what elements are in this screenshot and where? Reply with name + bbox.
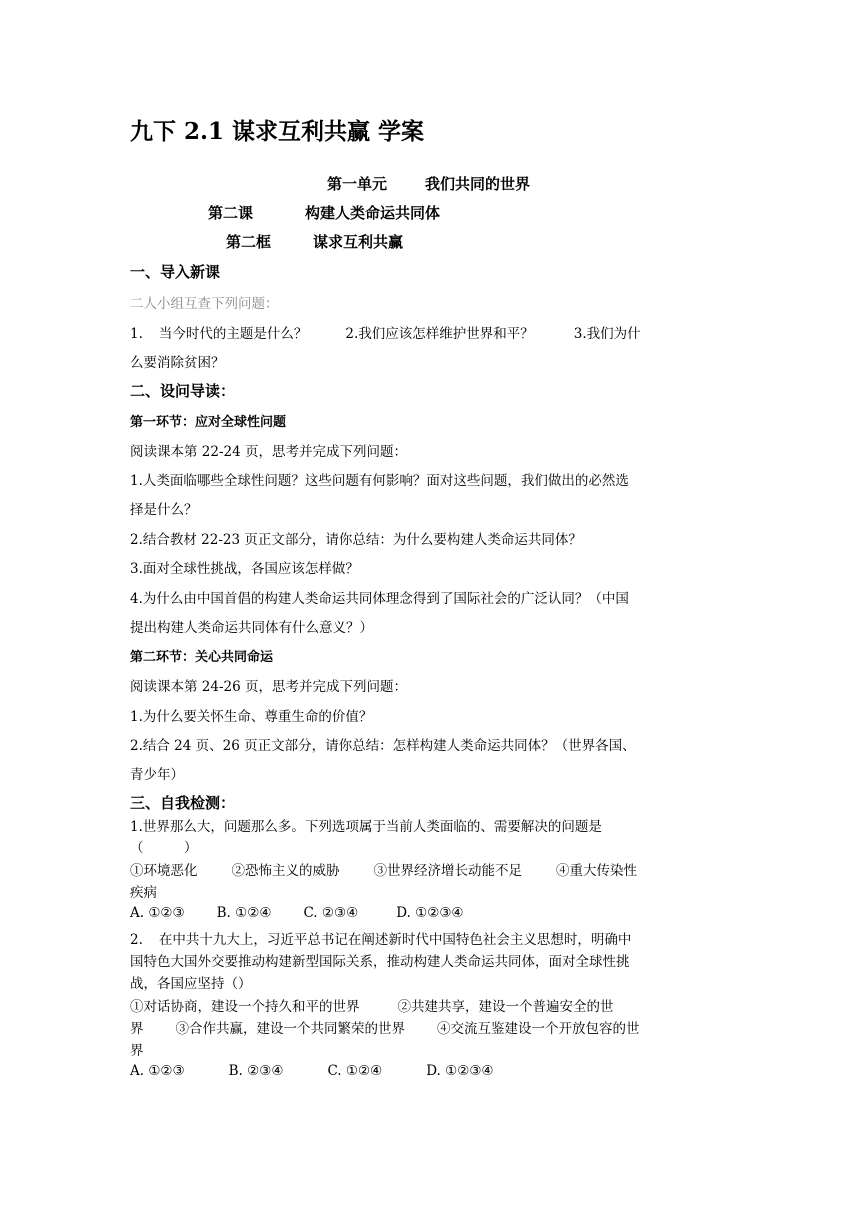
section1-q3: 3.我们为什 bbox=[573, 326, 641, 342]
test-q2-choices bbox=[130, 1063, 494, 1079]
section2-heading: 二、设问导读： bbox=[130, 382, 236, 400]
part1-q4-cont: 提出构建人类命运共同体有什么意义？） bbox=[130, 620, 373, 636]
test-q2-choice-d: D. ①②③④ bbox=[426, 1063, 494, 1079]
test-q2-stem bbox=[130, 928, 631, 948]
unit-name: 我们共同的世界 bbox=[425, 175, 531, 193]
test-q2-option-2: ②共建共享，建设一个普遍安全的世 bbox=[397, 999, 614, 1015]
test-q1-option-4: ④重大传染性 bbox=[556, 863, 637, 879]
test-q1-option-3: ③世界经济增长动能不足 bbox=[373, 863, 522, 879]
test-q2-options-line2 bbox=[130, 1017, 640, 1037]
part1-q3: 3.面对全球性挑战，各国应该怎样做？ bbox=[130, 561, 359, 577]
test-q1-option-2: ②恐怖主义的威胁 bbox=[231, 863, 340, 879]
test-q2-number: 2. bbox=[130, 932, 143, 948]
frame-label: 第二框 bbox=[226, 233, 272, 251]
part1-q2: 2.结合教材 22-23 页正文部分，请你总结：为什么要构建人类命运共同体？ bbox=[130, 532, 582, 548]
unit-heading bbox=[327, 173, 530, 194]
section1-q2: 2.我们应该怎样维护世界和平？ bbox=[345, 326, 534, 342]
test-q1-choice-c: C. ②③④ bbox=[303, 905, 359, 921]
lesson-heading bbox=[208, 202, 440, 223]
part2-intro: 阅读课本第 24-26 页，思考并完成下列问题： bbox=[130, 679, 407, 695]
frame-heading bbox=[226, 231, 403, 252]
section1-instruction: 二人小组互查下列问题： bbox=[130, 296, 279, 312]
test-q1-stem: 1.世界那么大，问题那么多。下列选项属于当前人类面临的、需要解决的问题是 bbox=[130, 819, 602, 835]
test-q1-blank: （ ） bbox=[130, 840, 198, 856]
test-q1-choices bbox=[130, 905, 464, 921]
section1-heading: 一、导入新课 bbox=[130, 263, 221, 281]
part2-q1: 1.为什么要关怀生命、尊重生命的价值？ bbox=[130, 709, 373, 725]
test-q1-options bbox=[130, 859, 637, 879]
lesson-label: 第二课 bbox=[208, 204, 254, 222]
unit-label: 第一单元 bbox=[327, 175, 388, 193]
test-q2-stem-line2: 国特色大国外交要推动构建新型国际关系，推动构建人类命运共同体，面对全球性挑 bbox=[130, 954, 630, 970]
part1-heading: 第一环节：应对全球性问题 bbox=[130, 415, 287, 430]
test-q1-option-1: ①环境恶化 bbox=[130, 863, 198, 879]
test-q2-option-1: ①对话协商，建设一个持久和平的世界 bbox=[130, 999, 360, 1015]
test-q2-option-3: ③合作共赢，建设一个共同繁荣的世界 bbox=[175, 1021, 405, 1037]
part2-q2-cont: 青少年） bbox=[130, 767, 184, 783]
test-q2-option-2-cont: 界 bbox=[130, 1021, 144, 1037]
document-title: 九下 2.1 谋求互利共赢 学案 bbox=[130, 118, 425, 145]
test-q2-choice-c: C. ①②④ bbox=[327, 1063, 383, 1079]
part2-q2: 2.结合 24 页、26 页正文部分，请你总结：怎样构建人类命运共同体？（世界各国、 bbox=[130, 738, 636, 754]
part1-q1-cont: 择是什么？ bbox=[130, 502, 198, 518]
part2-heading: 第二环节：关心共同命运 bbox=[130, 650, 274, 665]
part1-q4: 4.为什么由中国首倡的构建人类命运共同体理念得到了国际社会的广泛认同？（中国 bbox=[130, 591, 629, 607]
test-q1-choice-a: A. ①②③ bbox=[130, 905, 185, 921]
lesson-name: 构建人类命运共同体 bbox=[305, 204, 441, 222]
test-q2-option-4-cont: 界 bbox=[130, 1043, 144, 1059]
part1-q1: 1.人类面临哪些全球性问题？这些问题有何影响？面对这些问题，我们做出的必然选 bbox=[130, 473, 629, 489]
test-q1-choice-d: D. ①②③④ bbox=[396, 905, 464, 921]
section1-questions bbox=[130, 322, 641, 342]
test-q2-choice-a: A. ①②③ bbox=[130, 1063, 185, 1079]
section1-q1-number: 1. bbox=[130, 326, 143, 342]
section3-heading: 三、自我检测： bbox=[130, 794, 236, 812]
test-q2-options-line1 bbox=[130, 995, 614, 1015]
part1-intro: 阅读课本第 22-24 页，思考并完成下列问题： bbox=[130, 444, 407, 460]
test-q1-choice-b: B. ①②④ bbox=[216, 905, 272, 921]
test-q2-stem-line3: 战，各国应坚持（） bbox=[130, 976, 252, 992]
test-q2-option-4: ④交流互鉴建设一个开放包容的世 bbox=[437, 1021, 640, 1037]
test-q2-choice-b: B. ②③④ bbox=[228, 1063, 284, 1079]
section1-q3-cont: 么要消除贫困？ bbox=[130, 355, 225, 371]
frame-name: 谋求互利共赢 bbox=[313, 233, 404, 251]
test-q1-option-4-cont: 疾病 bbox=[130, 885, 157, 901]
test-q2-stem-line1: 在中共十九大上，习近平总书记在阐述新时代中国特色社会主义思想时，明确中 bbox=[158, 932, 632, 948]
section1-q1: 当今时代的主题是什么？ bbox=[158, 326, 308, 342]
